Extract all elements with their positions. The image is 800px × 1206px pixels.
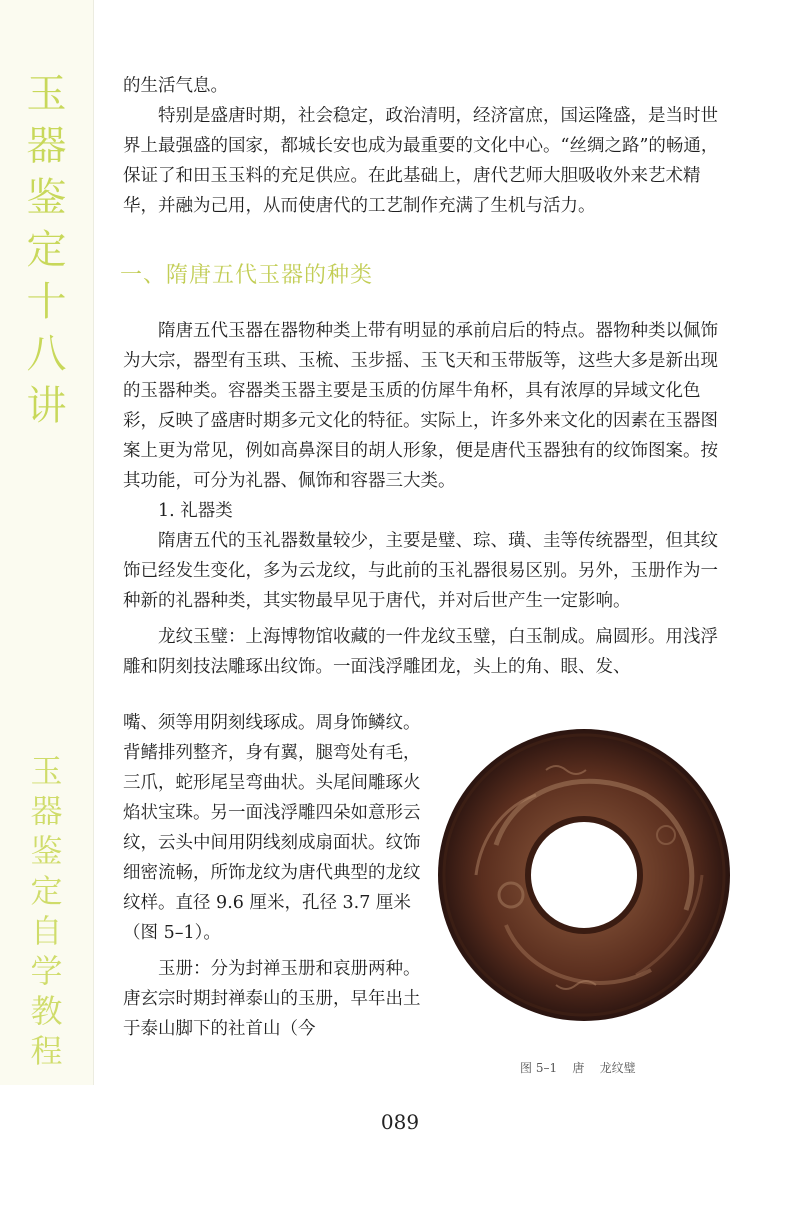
vertical-title-char: 玉 — [30, 752, 63, 790]
paragraph: 特别是盛唐时期，社会稳定，政治清明，经济富庶，国运隆盛，是当时世界上最强盛的国家，都城长安也成为最重要的文化中心。“丝绸之路”的畅通，保证了和田玉玉料的充足供应。在此基础上，唐代艺师大胆吸收外来艺术精华，并融为己用，从而使唐代的工艺制作充满了生机与活力。 — [123, 106, 719, 216]
text-block-wrapped — [123, 708, 435, 1044]
paragraph: 隋唐五代的玉礼器数量较少，主要是璧、琮、璜、圭等传统器型，但其纹饰已经发生变化，多为云龙纹，与此前的玉礼器很易区别。另外，玉册作为一种新的礼器种类，其实物最早见于唐代，并对后世产生一定影响。 — [123, 531, 718, 611]
vertical-title-char: 玉 — [26, 71, 67, 117]
paragraph-continued: 嘴、须等用阴刻线琢成。周身饰鳞纹。背鳍排列整齐，身有翼，腿弯处有毛，三爪，蛇形尾呈弯曲状。头尾间雕琢火焰状宝珠。另一面浅浮雕四朵如意形云纹，云头中间用阴线刻成扇面状。纹饰细密流畅，所饰龙纹为唐代典型的龙纹纹样。直径 9.6 厘米，孔径 3.7 厘米（图 5–1）。 — [123, 713, 421, 943]
vertical-title-char: 定 — [26, 227, 67, 273]
vertical-title-char: 器 — [30, 792, 63, 830]
paragraph: 隋唐五代玉器在器物种类上带有明显的承前启后的特点。器物种类以佩饰为大宗，器型有玉珙、玉梳、玉步摇、玉飞天和玉带版等，这些大多是新出现的玉器种类。容器类玉器主要是玉质的仿犀牛角杯，具有浓厚的异域文化色彩，反映了盛唐时期多元文化的特征。实际上，许多外来文化的因素在玉器图案上更为常见，例如高鼻深目的胡人形象，便是唐代玉器独有的纹饰图案。按其功能，可分为礼器、佩饰和容器三大类。 — [123, 321, 718, 491]
section-heading: 一、隋唐五代玉器的种类 — [120, 263, 374, 288]
vertical-series-title — [0, 752, 93, 1075]
vertical-title-char: 学 — [30, 952, 63, 990]
vertical-title-char: 讲 — [26, 383, 67, 429]
paragraph: 玉册：分为封禅玉册和哀册两种。唐玄宗时期封禅泰山的玉册，早年出土于泰山脚下的社首山（今 — [123, 959, 421, 1039]
vertical-book-title — [0, 71, 93, 438]
subsection-heading: 1. 礼器类 — [158, 501, 233, 521]
paragraph-continued: 的生活气息。 — [123, 76, 228, 96]
figure-caption: 图 5–1 唐 龙纹璧 — [520, 1061, 636, 1075]
vertical-title-char: 定 — [30, 872, 63, 910]
text-block-mid — [123, 316, 723, 682]
vertical-title-char: 鉴 — [30, 832, 63, 870]
vertical-title-char: 十 — [26, 279, 67, 325]
vertical-title-char: 八 — [26, 331, 67, 377]
vertical-title-char: 程 — [30, 1032, 63, 1070]
jade-disc — [438, 729, 730, 1021]
jade-disc-figure — [436, 725, 730, 1025]
vertical-title-char: 教 — [30, 992, 63, 1030]
vertical-title-char: 器 — [26, 123, 67, 169]
paragraph: 龙纹玉璧：上海博物馆收藏的一件龙纹玉璧，白玉制成。扁圆形。用浅浮雕和阴刻技法雕琢出纹饰。一面浅浮雕团龙，头上的角、眼、发、 — [123, 627, 718, 677]
vertical-title-char: 自 — [30, 912, 63, 950]
text-block-top — [123, 71, 723, 221]
page-number: 089 — [380, 1110, 420, 1134]
vertical-title-char: 鉴 — [26, 175, 67, 221]
